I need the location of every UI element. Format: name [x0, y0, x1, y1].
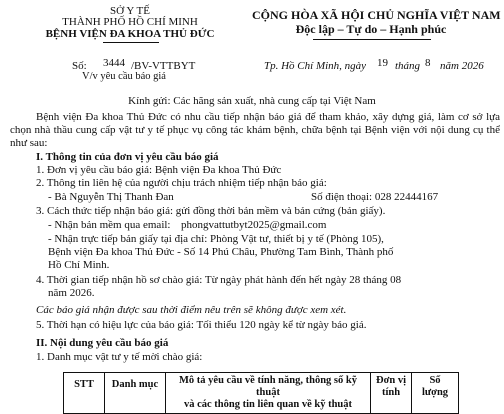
- email-label: - Nhận bản mềm qua email:: [48, 219, 171, 231]
- section-2-item-1: 1. Danh mục vật tư y tế mời chào giá:: [36, 351, 203, 363]
- recipient-line: Kính gửi: Các hãng sản xuất, nhà cung cấp tại Việt Nam: [128, 95, 376, 107]
- item-4-line2: năm 2026.: [48, 287, 95, 299]
- header-left-rule: [103, 42, 159, 43]
- intro-paragraph: Bệnh viện Đa khoa Thủ Đức có nhu cầu tiếp nhận báo giá để tham khảo, xây dựng giá, làm cơ sở lựa chọn nhà thầu cung cấp vật tư y tế phục vụ công tác khám bệnh, chữa bệnh tại Bệnh viện với nội dung cụ thể như sau:: [10, 111, 500, 149]
- item-5: 5. Thời hạn có hiệu lực của báo giá: Tối thiểu 120 ngày kể từ ngày báo giá.: [36, 319, 367, 331]
- col-stt: STT: [64, 373, 105, 414]
- national-motto: Độc lập – Tự do – Hạnh phúc: [295, 22, 447, 36]
- date-month-label: tháng: [395, 60, 421, 72]
- city-name: THÀNH PHỐ HỒ CHÍ MINH: [62, 16, 198, 28]
- date-day: 19: [377, 57, 388, 69]
- department-name: SỞ Y TẾ: [110, 5, 150, 17]
- col-unit-line2: tính: [381, 387, 401, 398]
- doc-number: 3444: [103, 57, 125, 69]
- doc-subject: V/v yêu cầu báo giá: [82, 71, 166, 82]
- email-address: phongvattutbyt2025@gmail.com: [181, 219, 327, 231]
- item-1: 1. Đơn vị yêu cầu báo giá: Bệnh viện Đa khoa Thủ Đức: [36, 164, 282, 176]
- doc-code: /BV-VTTBYT: [131, 60, 196, 72]
- col-description-line1: Mô tả yêu cầu về tính năng, thông số kỹ thuật: [179, 375, 357, 398]
- item-2: 2. Thông tin liên hệ của người chịu trách nhiệm tiếp nhận báo giá:: [36, 177, 327, 189]
- col-description-line2: và các thông tin liên quan về kỹ thuật: [183, 399, 353, 410]
- date-month: 8: [425, 57, 431, 69]
- col-description: [166, 373, 371, 414]
- col-quantity: [412, 373, 459, 414]
- col-unit: [371, 373, 412, 414]
- item-3: 3. Cách thức tiếp nhận báo giá: gửi đồng thời bản mềm và bản cứng (bản giấy).: [36, 205, 386, 217]
- supply-table: [63, 372, 459, 414]
- date-place: Tp. Hồ Chí Minh, ngày: [264, 60, 367, 72]
- header-right-rule: [313, 39, 431, 40]
- paper-address-line2: Bệnh viện Đa khoa Thủ Đức - Số 14 Phú Châu, Phường Tam Bình, Thành phố: [48, 246, 394, 258]
- section-2-heading: II. Nội dung yêu cầu báo giá: [36, 337, 169, 349]
- col-quantity-line2: lượng: [421, 387, 449, 398]
- col-unit-line1: Đơn vị: [375, 375, 407, 386]
- hospital-name: BỆNH VIỆN ĐA KHOA THỦ ĐỨC: [45, 28, 215, 40]
- doc-number-label: Số:: [72, 60, 87, 72]
- note-line: Các báo giá nhận được sau thời điểm nêu trên sẽ không được xem xét.: [36, 304, 347, 316]
- contact-phone: Số điện thoại: 028 22444167: [311, 191, 439, 203]
- contact-person: - Bà Nguyễn Thị Thanh Đan: [48, 191, 174, 203]
- paper-address-line3: Hồ Chí Minh.: [48, 259, 110, 271]
- col-category: Danh mục: [105, 373, 166, 414]
- date-year: năm 2026: [440, 60, 484, 72]
- section-1-heading: I. Thông tin của đơn vị yêu cầu báo giá: [36, 151, 219, 163]
- item-4-line1: 4. Thời gian tiếp nhận hồ sơ chào giá: Từ ngày phát hành đến hết ngày 28 tháng 08: [36, 274, 402, 286]
- national-title: CỘNG HÒA XÃ HỘI CHỦ NGHĨA VIỆT NAM: [252, 8, 501, 22]
- table-header-row: [64, 373, 459, 414]
- col-quantity-line1: Số: [429, 375, 441, 386]
- paper-address-line1: - Nhận trực tiếp bản giấy tại địa chỉ: Phòng Vật tư, thiết bị y tế (Phòng 105),: [48, 233, 384, 245]
